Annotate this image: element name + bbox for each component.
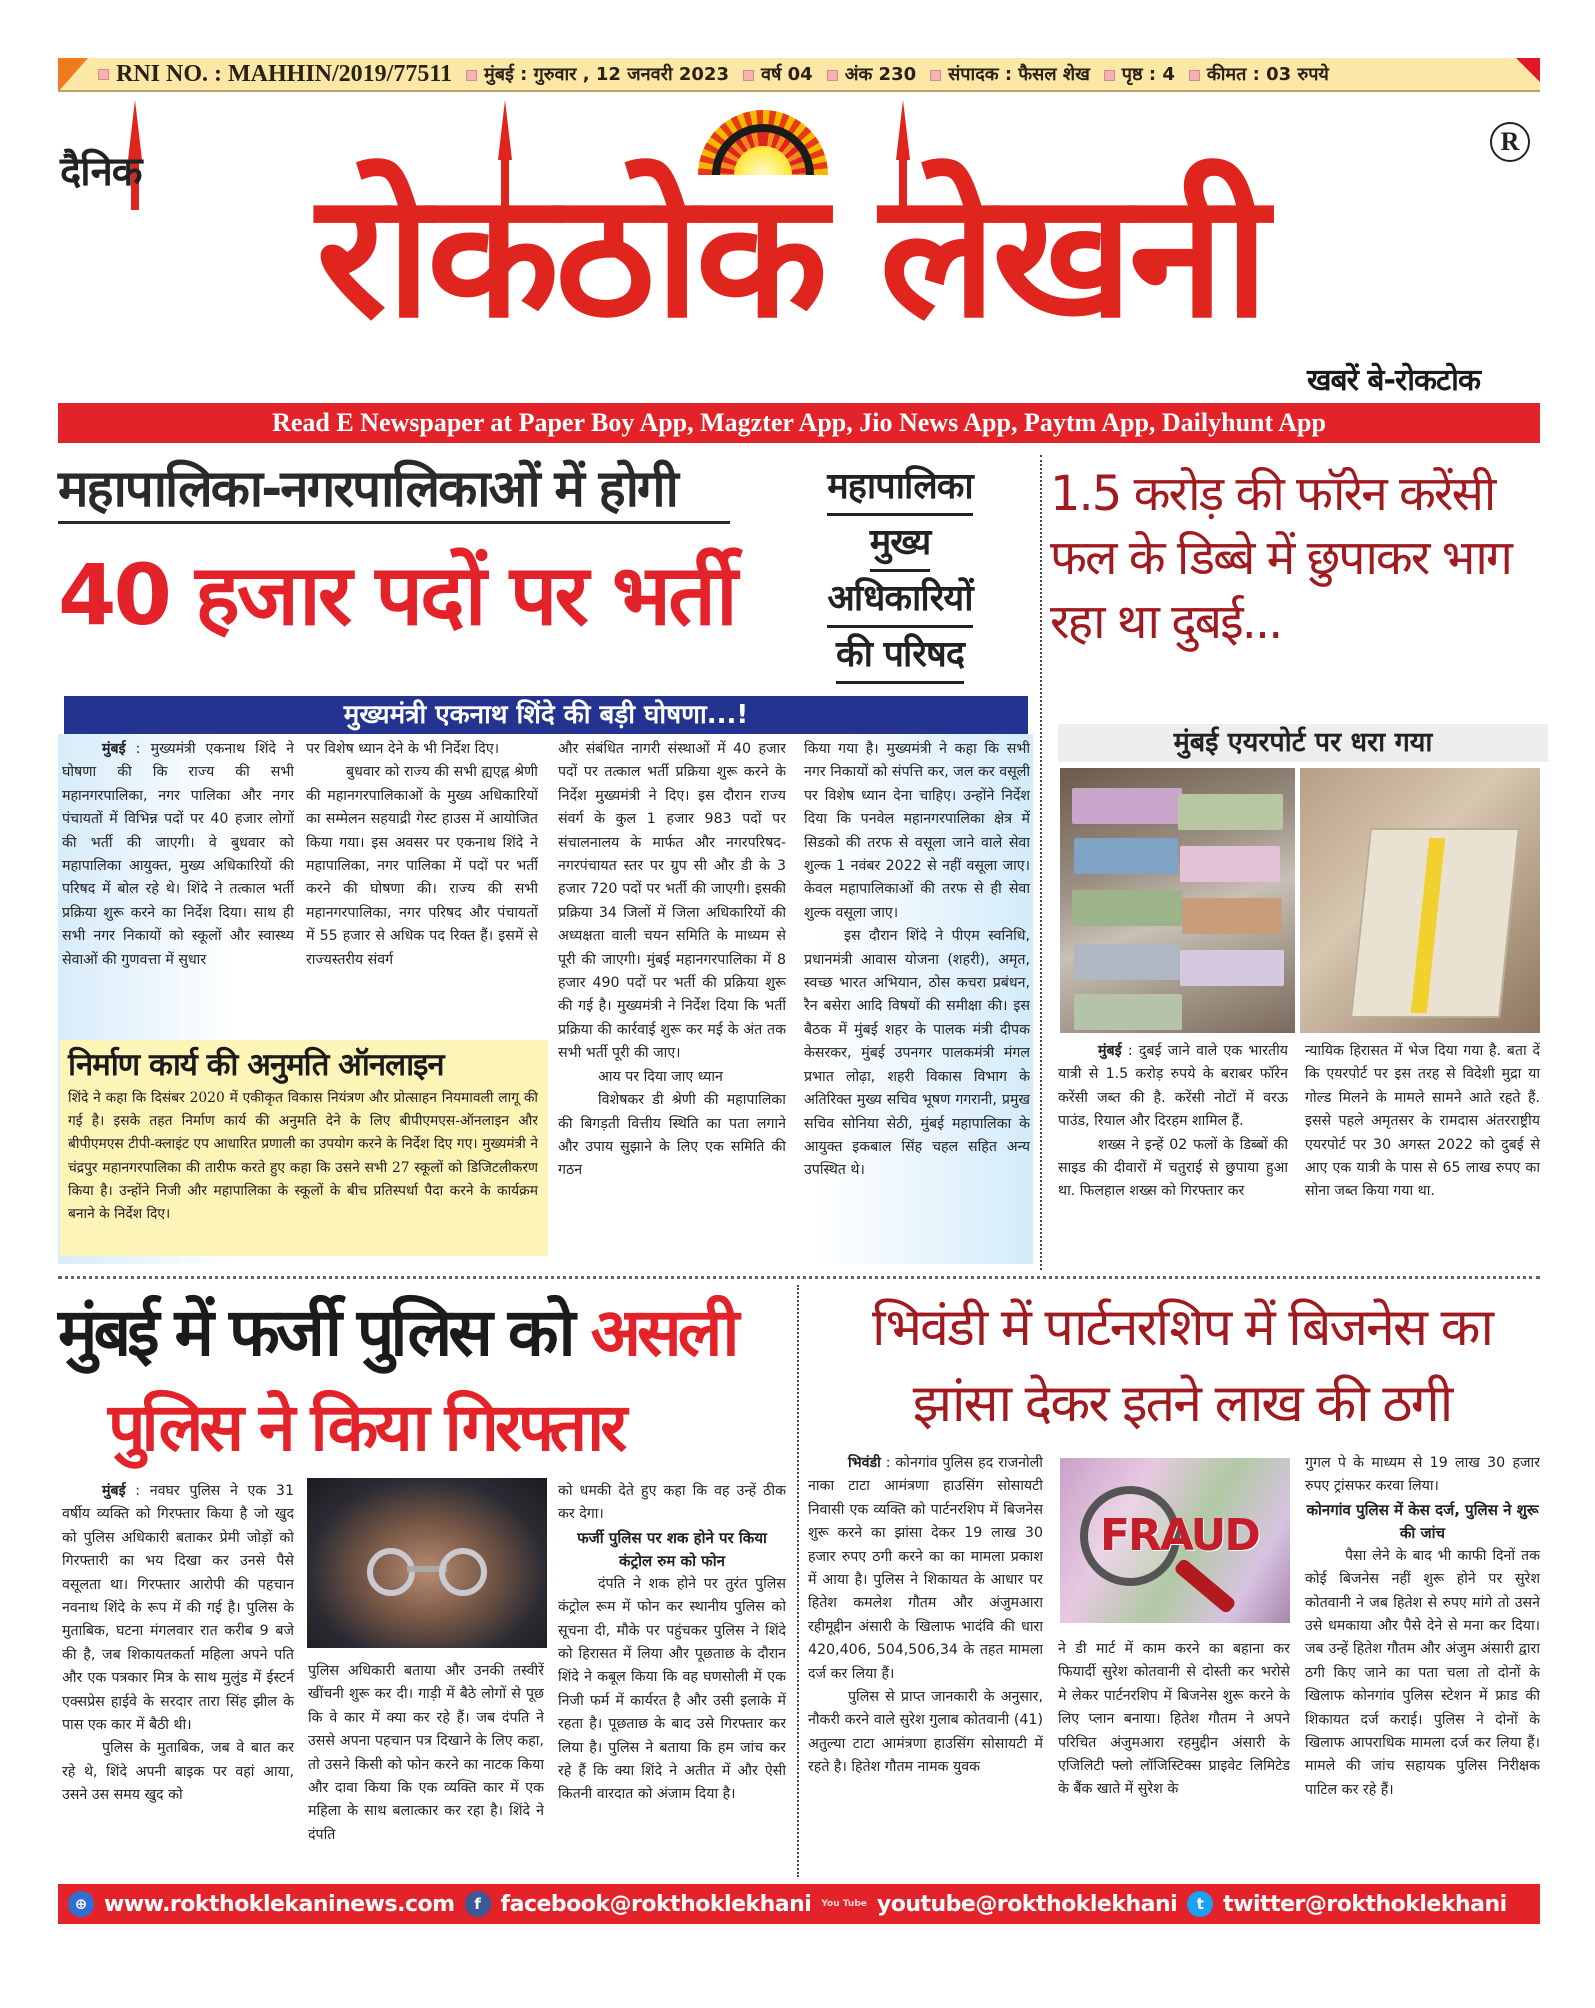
article-text: और संबंधित नागरी संस्थाओं में 40 हजार पदों पर तत्काल भर्ती प्रक्रिया शुरू करने के निर्देश मुख्यमंत्री ने दिए। इस दौरान राज्य संवर्ग के कुल 1 हजार 983 पदों पर संचालनालय के मार्फत और नगरपरिषद-नगरपंचायत स्तर पर ग्रुप सी और डी के 3 हजार 720 पदों पर भर्ती की जाएगी। इसकी प्रक्रिया 34 जिलों में जिला अधिकारियों की अध्यक्षता वाली चयन समिति के माध्यम से पूरी की जाएगी। मुंबई महानगरपालिका में 8 हजार 490 पदों पर भर्ती की प्रक्रिया शुरू की गई है। मुख्यमंत्री ने निर्देश दिया कि भर्ती प्रक्रिया की कार्रवाई शुरू कर मई के अंत तक सभी भर्ती पूरी की जाए। (558, 741, 786, 1062)
rni-text: RNI NO. : MAHHIN/2019/77511 (116, 60, 452, 87)
article-text: इस दौरान शिंदे ने पीएम स्वनिधि, प्रधानमंत्री आवास योजना (शहरी), अमृत, स्वच्छ भारत अभियान, ठोस कचरा प्रबंधन, रैन बसेरा आदि विषयों की समीक्षा की। इस बैठक में मुंबई शहर के पालक मंत्री दीपक केसरकर, मुंबई उपनगर पालकमंत्री मंगल प्रभात लोढ़ा, शहरी विकास विभाग के अतिरिक्त मुख्य सचिव भूषण गगरानी, प्रमुख सचिव सोनिया सेठी, मुंबई महापालिका के आयुक्त इकबाल सिंह चहल सहित अन्य उपस्थित थे। (804, 928, 1030, 1179)
article-text: न्यायिक हिरासत में भेज दिया गया है. बता दें कि एयरपोर्ट पर इस तरह से विदेशी मुद्रा या गोल्ड मिलने के मामले सामने आते रहते हैं. इससे पहले अमृतसर के रामदास अंतरराष्ट्रीय एयरपोर्ट पर 30 अगस्त 2022 को दुबई से आए एक यात्री के पास से 65 लाख रुपए का सोना जब्त किया गया था. (1305, 1043, 1540, 1200)
bullet-square-icon (827, 70, 838, 81)
story4-column-3 (1305, 1452, 1540, 1877)
story3-column-2 (308, 1660, 544, 1875)
rni-number (98, 61, 452, 88)
newspaper-title (58, 155, 1523, 356)
headline-highlight: असली (590, 1294, 736, 1371)
side-line (800, 460, 1000, 516)
story4-column-2 (1058, 1638, 1290, 1878)
story3-column-1: मुंबई : नवघर पुलिस ने एक 31 वर्षीय व्यक्ति को गिरफ्तार किया है जो खुद को पुलिस अधिकारी बताकर प्रेमी जोड़ों को गिरफ्तारी का भय दिखा कर उनसे पैसे वसूलता था। गिरफ्तार आरोपी की पहचान नवनाथ शिंदे के रूप में की गई है। पुलिस के मुताबिक, घटना मंगलवार रात करीब 9 बजे की है, जब शिकायतकर्ता महिला अपने पति और एक पत्रकार मित्र के साथ मुलुंड में ईस्टर्न एक्सप्रेस हाईवे के सरदार तारा सिंह झील के पास एक कार में बैठी थी। पुलिस के मुताबिक, जब वे बात कर रहे थे, शिंदे अपनी बाइक पर वहां आया, उसने उस समय खुद को (62, 1480, 294, 1875)
dateline: मुंबई (1098, 1043, 1122, 1059)
article-text: पर विशेष ध्यान देने के भी निर्देश दिए। (306, 741, 500, 757)
newspaper-title-text: रोकठोक लेखनी (316, 155, 1265, 356)
story1-column-1: मुंबई : मुख्यमंत्री एकनाथ शिंदे ने घोषणा की कि राज्य की सभी महानगरपालिका, नगर पालिका और नगर पंचायतों में विभिन्न पदों पर 40 हजार लोगों की भर्ती की जाएगी। वे बुधवार को महापालिका आयुक्त, मुख्य अधिकारियों की परिषद में बोल रहे थे। शिंदे ने तत्काल भर्ती प्रक्रिया शुरू करने का निर्देश दिया। साथ ही सभी नगर निकायों को स्कूलों और स्वास्थ्य सेवाओं की गुणवत्ता में सुधार (62, 741, 294, 968)
story1-side-heading (800, 460, 1000, 684)
masthead (58, 100, 1540, 400)
story2-subhead: मुंबई एयरपोर्ट पर धरा गया (1058, 724, 1548, 762)
corner-decoration (58, 58, 88, 92)
side-line (800, 516, 1000, 572)
corner-decoration (1516, 58, 1540, 82)
editor (930, 62, 1090, 86)
article-text: दंपति ने शक होने पर तुरंत पुलिस कंट्रोल रूम में फोन कर स्थानीय पुलिस को सूचना दी, मौके पर पहुंचकर पुलिस ने शिंदे को हिरासत में लिया और पूछताछ के दौरान शिंदे ने कबूल किया कि वह घणसोली में एक निजी फर्म में कार्यरत है और उसी इलाके में रहता है। पूछताछ के बाद उसे गिरफ्तार कर लिया है। पुलिस ने बताया कि हम जांच कर रहे हैं कि क्या शिंदे ने अतीत में और ऐसी कितनी वारदात को अंजाम दिया है। (558, 1575, 786, 1803)
side-line-text: मुख्य (870, 516, 930, 572)
article-text: पैसा लेने के बाद भी काफी दिनों तक कोई बिजनेस नहीं शुरू होने पर सुरेश कोतवानी ने जब हितेश से रुपए मांगे तो उसने उसे धमकाया और पैसे देने से मना कर दिया। जब उन्हें हितेश गौतम और अंजुम अंसारी द्वारा ठगी किए जाने का पता चला तो दोनों के खिलाफ कोनगांव पुलिस स्टेशन में फ्राड की शिकायत दर्ज कराई। पुलिस ने दोनों के खिलाफ आपराधिक मामला दर्ज कर लिया हैं। मामले की जांच सहायक पुलिस निरीक्षक पाटिल कर रहे हैं। (1305, 1547, 1540, 1798)
page-number (1104, 62, 1175, 86)
page-text: पृष्ठ : 4 (1121, 64, 1175, 85)
article-text: नवघर पुलिस ने एक 31 वर्षीय व्यक्ति को गिरफ्तार किया है जो खुद को पुलिस अधिकारी बताकर प्रेमी जोड़ों को गिरफ्तारी का भय दिखा कर उनसे पैसे वसूलता था। गिरफ्तार आरोपी की पहचान नवनाथ शिंदे के रूप में की गई है। पुलिस के मुताबिक, घटना मंगलवार रात करीब 9 बजे की है, जब शिकायतकर्ता महिला अपने पति और एक पत्रकार मित्र के साथ मुलुंड में ईस्टर्न एक्सप्रेस हाईवे के सरदार तारा सिंह झील के पास एक कार में बैठी थी। (62, 1483, 294, 1734)
handcuffs-photo (307, 1478, 547, 1648)
story1-headline: 40 हजार पदों पर भर्ती (58, 546, 735, 644)
price-text: कीमत : 03 रुपये (1206, 64, 1329, 85)
column-divider (1040, 455, 1042, 1270)
story1-strapline: मुख्यमंत्री एकनाथ शिंदे की बड़ी घोषणा...! (64, 696, 1028, 734)
currency-notes-photo (1060, 768, 1295, 1033)
story1-kicker: महापालिका-नगरपालिकाओं में होगी (58, 460, 677, 519)
price (1189, 62, 1329, 86)
bullet-square-icon (743, 70, 754, 81)
headline-line: भिवंडी में पार्टनरशिप में बिजनेस का (872, 1298, 1492, 1358)
story1-column-2 (306, 738, 538, 1038)
article-text: पुलिस से प्राप्त जानकारी के अनुसार, नौकरी करने वाले सुरेश गुलाब कोतवानी (41) अतुल्या टाटा आमंत्रणा हाउसिंग सोसायटी में रहते है। हितेश गौतम नामक युवक (808, 1689, 1043, 1776)
headline-text: मुंबई में फर्जी पुलिस को (58, 1294, 572, 1371)
story2-column-2 (1305, 1040, 1540, 1265)
article-text: पुलिस अधिकारी बताया और उनकी तस्वीरें खींचनी शुरू कर दी। गाड़ी में बैठे लोगों से पूछ कि वे कार में क्या कर रहे हैं। जब दंपति ने उससे अपना पहचान पत्र दिखाने के लिए कहा, तो उसने किसी को फोन करने का नाटक किया और दावा किया कि एक व्यक्ति कार में एक महिला के साथ बलात्कार कर रहा है। शिंदे ने दंपति (308, 1663, 544, 1843)
article-text: ने डी मार्ट में काम करने का बहाना कर फियार्दी सुरेश कोतवानी से दोस्ती कर भरोसे मे लेकर पार्टनरशिप में बिजनेस शुरू करने के लिए प्लान बनाया। हितेश गौतम ने अपने परिचित अंजुमआरा रहमुद्दीन अंसारी के एजिलिटी फ्लो लॉजिस्टिक्स प्राइवेट लिमिटेड के बैंक खाते में सुरेश के (1058, 1641, 1290, 1798)
side-line (800, 572, 1000, 628)
story2-headline: 1.5 करोड़ की फॉरेन करेंसी फल के डिब्बे में छुपाकर भाग रहा था दुबई... (1050, 466, 1511, 650)
fraud-illustration-photo (1060, 1458, 1290, 1623)
story3-headline-line2: पुलिस ने किया गिरफ्तार (108, 1389, 624, 1466)
article-text: पुलिस के मुताबिक, जब वे बात कर रहे थे, शिंदे अपनी बाइक पर वहां आया, उसने उस समय खुद को (62, 1740, 294, 1804)
story1-column-3 (558, 738, 786, 1260)
dateline: मुंबई (102, 741, 126, 757)
article-text: शख्स ने इन्हें 02 फलों के डिब्बों की साइड की दीवारों में चतुराई से छुपाया हुआ था. फिलहाल शख्स को गिरफ्तार कर (1058, 1136, 1288, 1200)
side-line (800, 628, 1000, 684)
twitter-link[interactable]: twitter@rokthoklekhani (1223, 1891, 1507, 1917)
story3-headline-line1 (58, 1288, 798, 1378)
article-text: मुख्यमंत्री एकनाथ शिंदे ने घोषणा की कि राज्य की सभी महानगरपालिका, नगर पालिका और नगर पंचायतों में विभिन्न पदों पर 40 हजार लोगों की भर्ती की जाएगी। वे बुधवार को महापालिका आयुक्त, मुख्य अधिकारियों की परिषद में बोल रहे थे। शिंदे ने तत्काल भर्ती प्रक्रिया शुरू करने का निर्देश दिया। साथ ही सभी नगर निकायों को स्कूलों और स्वास्थ्य सेवाओं की गुणवत्ता में सुधार (62, 741, 294, 968)
story4-headline (812, 1290, 1552, 1442)
bullet-square-icon (1189, 70, 1200, 81)
issue-info-bar (58, 58, 1540, 92)
section-divider (58, 1276, 1540, 1279)
youtube-icon: You Tube (821, 1899, 867, 1909)
year-text: वर्ष 04 (760, 64, 813, 85)
headline-line: झांसा देकर इतने लाख की ठगी (912, 1374, 1452, 1434)
section-subhead: फर्जी पुलिस पर शक होने पर किया कंट्रोल रुम को फोन (577, 1528, 767, 1570)
fruit-box-photo (1300, 768, 1540, 1033)
website-link[interactable]: www.rokthoklekaninews.com (104, 1891, 455, 1917)
info-box-title: निर्माण कार्य की अनुमति ऑनलाइन (68, 1047, 444, 1083)
article-text: दुबई जाने वाले एक भारतीय यात्री से 1.5 करोड़ रुपये के बराबर फॉरेन करेंसी जब्त की है. करेंसी नोटों में वरऊ पाउंड, रियाल और दिरहम शामिल हैं. (1058, 1043, 1288, 1130)
bullet-square-icon (1104, 70, 1115, 81)
fraud-label: FRAUD (1100, 1510, 1259, 1561)
twitter-icon: t (1187, 1891, 1213, 1917)
year (743, 62, 813, 86)
e-newspaper-banner: Read E Newspaper at Paper Boy App, Magzter App, Jio News App, Paytm App, Dailyhunt App (58, 403, 1540, 443)
story1-column-4 (804, 738, 1030, 1260)
bullet-square-icon (98, 69, 109, 80)
issue-text: अंक 230 (844, 64, 917, 85)
story4-column-1: भिवंडी : कोनगांव पुलिस हद राजनोली नाका टाटा आमंत्रणा हाउसिंग सोसायटी निवासी एक व्यक्ति को पार्टनरशिप में बिजनेस शुरू करने का झांसा देकर 19 लाख 30 हजार रुपए ठगी करने का का मामला प्रकाश में आया है। पुलिस ने शिकायत के आधार पर हितेश कमलेश गौतम और अंजुमआरा रहीमूद्दीन अंसारी के खिलाफ भादंवि की धारा 420,406, 504,506,34 के तहत मामला दर्ज कर लिया हैं। पुलिस से प्राप्त जानकारी के अनुसार, नौकरी करने वाले सुरेश गुलाब कोतवानी (41) अतुल्या टाटा आमंत्रणा हाउसिंग सोसायटी में रहते है। हितेश गौतम नामक युवक (808, 1452, 1043, 1877)
side-line-text: महापालिका (827, 460, 972, 516)
facebook-link[interactable]: facebook@rokthoklekhani (500, 1891, 812, 1917)
article-text: बुधवार को राज्य की सभी ह्यएह्न श्रेणी की महानगरपालिकाओं के मुख्य अधिकारियों का सम्मेलन सहयाद्री गेस्ट हाउस में आयोजित किया गया। इस अवसर पर एकनाथ शिंदे ने महापालिका, नगर पालिका में पदों पर भर्ती करने की घोषणा की। राज्य की सभी महानगरपालिका, नगर परिषद और पंचायतों में 55 हजार से अधिक पद रिक्त हैं। इसमें से राज्यस्तरीय संवर्ग (306, 764, 538, 968)
registered-mark: R (1490, 122, 1530, 162)
article-text: किया गया है। मुख्यमंत्री ने कहा कि सभी नगर निकायों को संपत्ति कर, जल कर वसूली पर विशेष ध्यान देना चाहिए। उन्होंने निर्देश दिया कि पनवेल महानगरपालिका क्षेत्र में सिडको की तरफ से वसूला जाने वाले सेवा शुल्क 1 नवंबर 2022 से नहीं वसूला जाए। केवल महापालिकाओं की तरफ से ही सेवा शुल्क वसूला जाए। (804, 741, 1030, 921)
article-text: गुगल पे के माध्यम से 19 लाख 30 हजार रुपए ट्रांसफर करवा लिया। (1305, 1455, 1540, 1495)
place-date (466, 62, 729, 86)
youtube-link[interactable]: youtube@rokthoklekhani (876, 1891, 1178, 1917)
masthead-prefix: दैनिक (60, 149, 142, 195)
facebook-icon: f (465, 1891, 491, 1917)
bullet-square-icon (930, 70, 941, 81)
social-footer (58, 1884, 1540, 1924)
globe-icon: ⊕ (68, 1891, 94, 1917)
column-divider (797, 1285, 799, 1877)
editor-text: संपादक : फैसल शेख (948, 64, 1090, 85)
issue-number (827, 62, 916, 86)
dateline: भिवंडी (848, 1455, 881, 1471)
side-line-text: की परिषद (836, 628, 964, 684)
article-text: को धमकी देते हुए कहा कि वह उन्हें ठीक कर देगा। (558, 1483, 786, 1523)
tagline: खबरें बे-रोकटोक (1307, 363, 1480, 398)
bullet-square-icon (466, 70, 477, 81)
kicker-underline (58, 521, 730, 524)
article-text: विशेषकर डी श्रेणी की महापालिका की बिगड़ती वित्तीय स्थिति का पता लगाने और उपाय सुझाने के लिए एक समिति की गठन (558, 1092, 786, 1179)
place-date-text: मुंबई : गुरुवार , 12 जनवरी 2023 (484, 64, 729, 85)
side-line-text: अधिकारियों (827, 572, 972, 628)
section-subhead: आय पर दिया जाए ध्यान (598, 1068, 723, 1085)
story2-column-1: मुंबई : दुबई जाने वाले एक भारतीय यात्री से 1.5 करोड़ रुपये के बराबर फॉरेन करेंसी जब्त की है. करेंसी नोटों में वरऊ पाउंड, रियाल और दिरहम शामिल हैं. शख्स ने इन्हें 02 फलों के डिब्बों की साइड की दीवारों में चतुराई से छुपाया हुआ था. फिलहाल शख्स को गिरफ्तार कर (1058, 1040, 1288, 1265)
dateline: मुंबई (102, 1483, 126, 1499)
article-text: कोनगांव पुलिस हद राजनोली नाका टाटा आमंत्रणा हाउसिंग सोसायटी निवासी एक व्यक्ति को पार्टनरशिप में बिजनेस शुरू करने का झांसा देकर 19 लाख 30 हजार रुपए ठगी करने का का मामला प्रकाश में आया है। पुलिस ने शिकायत के आधार पर हितेश कमलेश गौतम और अंजुमआरा रहीमूद्दीन अंसारी के खिलाफ भादंवि की धारा 420,406, 504,506,34 के तहत मामला दर्ज कर लिया हैं। (808, 1455, 1043, 1682)
story3-column-3 (558, 1480, 786, 1875)
section-subhead: कोनगांव पुलिस में केस दर्ज, पुलिस ने शुरू की जांच (1306, 1500, 1539, 1542)
info-box-text: शिंदे ने कहा कि दिसंबर 2020 में एकीकृत विकास नियंत्रण और प्रोत्साहन नियमावली लागू की गई है। इसके तहत निर्माण कार्य की अनुमति देने के लिए बीपीएमएस-ऑनलाइन और बीपीएमएस टीपी-क्लाइंट एप आधारित प्रणाली का उपयोग करने के निर्देश दिए गए। मुख्यमंत्री ने चंद्रपुर महानगरपालिका की तारीफ करते हुए कहा कि उसने सभी 27 स्कूलों को डिजिटलीकरण किया है। उन्होंने निजी और महापालिका के स्कूलों के बीच प्रतिस्पर्धा पैदा करने के कार्यक्रम बनाने के निर्देश दिए। (68, 1090, 538, 1223)
